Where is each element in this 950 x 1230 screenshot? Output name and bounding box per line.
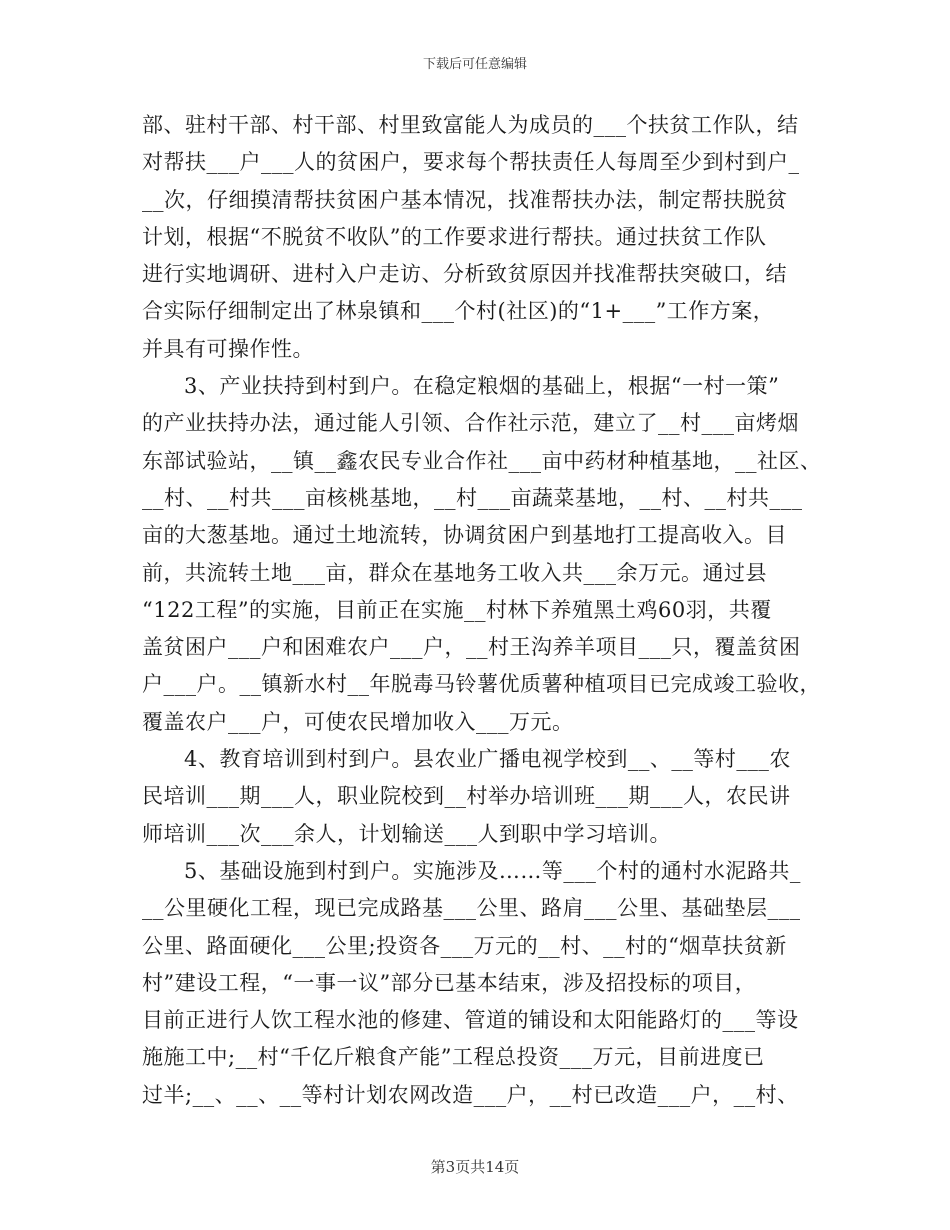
- text-line: 目前正进行人饮工程水池的修建、管道的铺设和太阳能路灯的___等设: [142, 1008, 799, 1033]
- page-header: 下载后可任意编辑: [422, 57, 527, 72]
- text-line: 对帮扶___户___人的贫困户，要求每个帮扶责任人每周至少到村到户_: [142, 150, 800, 175]
- text-line: 部、驻村干部、村干部、村里致富能人为成员的___个扶贫工作队，结: [142, 113, 799, 137]
- text-line: 施施工中;__村“千亿斤粮食产能”工程总投资___万元，目前进度已: [142, 1045, 765, 1070]
- text-line: 亩的大葱基地。通过土地流转，协调贫困户到基地打工提高收入。目: [142, 523, 787, 548]
- text-line: 公里、路面硬化___公里;投资各___万元的__村、__村的“烟草扶贫新: [142, 933, 787, 958]
- text-line: 村”建设工程，“一事一议”部分已基本结束，涉及招投标的项目，: [142, 970, 757, 995]
- text-line: 盖贫困户___户和困难农户___户，__村王沟养羊项目___只，覆盖贫困: [142, 635, 801, 660]
- text-line: 东部试验站，__镇__鑫农民专业合作社___亩中药材种植基地，__社区、: [142, 448, 822, 473]
- text-line: 4、教育培训到村到户。县农业广播电视学校到__、__等村___农: [184, 747, 791, 772]
- text-line: 户___户。__镇新水村__年脱毒马铃薯优质薯种植项目已完成竣工验收，: [142, 672, 821, 697]
- text-line: __次，仔细摸清帮扶贫困户基本情况，找准帮扶办法，制定帮扶脱贫: [142, 187, 788, 212]
- text-line: 进行实地调研、进村入户走访、分析致贫原因并找准帮扶突破口，结: [142, 262, 787, 287]
- text-line: 计划，根据“不脱贫不收队”的工作要求进行帮扶。通过扶贫工作队: [142, 224, 767, 249]
- text-line: 5、基础设施到村到户。实施涉及……等___个村的通村水泥路共_: [184, 858, 801, 883]
- document-body: [142, 107, 822, 1114]
- text-line: 合实际仔细制定出了林泉镇和___个村(社区)的“1+___”工作方案，: [142, 299, 775, 324]
- text-line: 前，共流转土地___亩，群众在基地务工收入共___余万元。通过县: [142, 560, 767, 585]
- text-line: __村、__村共___亩核桃基地，__村___亩蔬菜基地，__村、__村共___: [142, 485, 803, 510]
- text-line: 师培训___次___余人，计划输送___人到职中学习培训。: [142, 821, 671, 846]
- text-line: 覆盖农户___户，可使农民增加收入___万元。: [142, 709, 574, 734]
- text-line: “122工程”的实施，目前正在实施__村林下养殖黑土鸡60羽，共覆: [142, 597, 772, 622]
- text-line: 民培训___期___人，职业院校到__村举办培训班___期___人，农民讲: [142, 784, 791, 809]
- text-line: 3、产业扶持到村到户。在稳定粮烟的基础上，根据“一村一策”: [184, 374, 780, 399]
- text-line: 过半;__、__、__等村计划农网改造___户，__村已改造___户，__村、: [142, 1082, 799, 1107]
- page-footer: 第3页共14页: [430, 1158, 520, 1176]
- text-line: __公里硬化工程，现已完成路基___公里、路肩___公里、基础垫层___: [142, 896, 801, 921]
- text-line: 的产业扶持办法，通过能人引领、合作社示范，建立了__村___亩烤烟: [142, 411, 799, 436]
- text-line: 并具有可操作性。: [142, 336, 314, 361]
